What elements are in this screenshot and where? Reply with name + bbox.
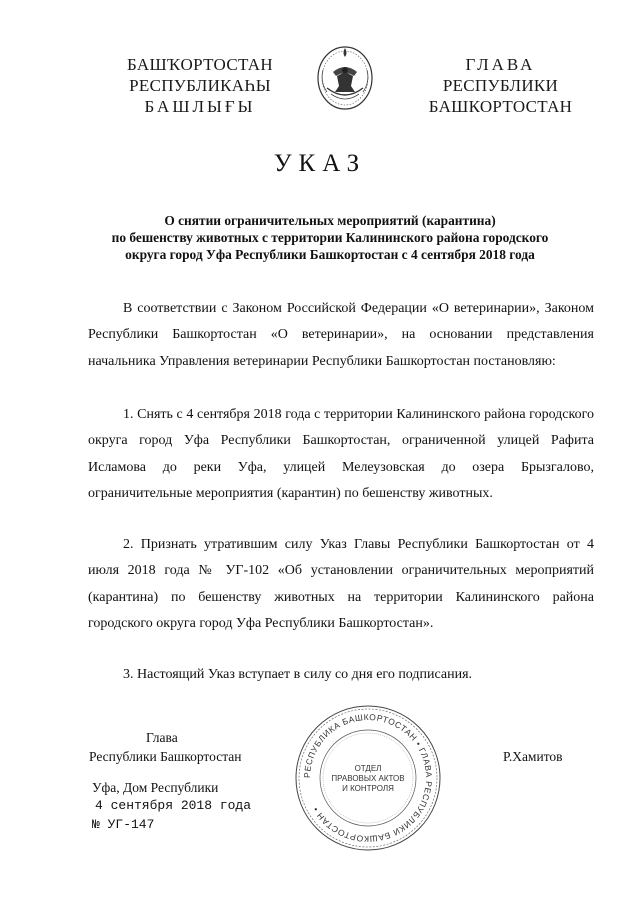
document-subject — [80, 212, 580, 263]
header-right-line-3: БАШКОРТОСТАН — [428, 97, 573, 116]
paragraph-item-2 — [88, 532, 594, 637]
paragraph-item-1-text: 1. Снять с 4 сентября 2018 года с территории Калининского района городского округа город Уфа Республики Башкортостан, ограниченной улицей Рафита Исламова до реки Уфа, улицей Мелеузовская до озера Брызгалово, ограничительные мероприятия (карантин) по бешенству животных. — [88, 407, 594, 501]
paragraph-item-3-text: 3. Настоящий Указ вступает в силу со дня его подписания. — [123, 667, 473, 682]
header-left-block — [110, 54, 290, 117]
subject-line-2: по бешенству животных с территории Калининского района городского — [111, 230, 549, 245]
coat-of-arms-icon — [313, 40, 377, 112]
paragraph-item-2-text: 2. Признать утратившим силу Указ Главы Республики Башкортостан от 4 июля 2018 года № УГ-102 «Об установлении ограничительных мероприятий (карантина) по бешенству животных на территории Калининского района городского округа город Уфа Республики Башкортостан». — [88, 537, 594, 631]
paragraph-preamble — [88, 296, 594, 375]
signatory-name: Р.Хамитов — [503, 749, 563, 764]
header-left-line-3: БАШЛЫҒЫ — [144, 97, 256, 116]
paragraph-item-1 — [88, 402, 594, 507]
header-left-line-1: БАШҠОРТОСТАН — [127, 55, 273, 74]
header-left-line-2: РЕСПУБЛИКАҺЫ — [129, 76, 271, 95]
issue-date: 4 сентября 2018 года — [95, 798, 252, 813]
official-seal-stamp — [292, 702, 444, 854]
issue-place: Уфа, Дом Республики — [92, 780, 219, 795]
paragraph-item-3 — [88, 662, 594, 688]
seal-center-line-3: И КОНТРОЛЯ — [342, 784, 394, 793]
header-right-block — [418, 54, 583, 117]
signatory-title-line-2: Республики Башкортостан — [89, 749, 242, 764]
header-right-line-1: ГЛАВА — [465, 55, 536, 74]
document-title: УКАЗ — [273, 150, 367, 177]
paragraph-preamble-text: В соответствии с Законом Российской Федерации «О ветеринарии», Законом Республики Башкортостан «О ветеринарии», на основании представления начальника Управления ветеринарии Республики Башкортостан постановляю: — [88, 301, 594, 369]
seal-ring-text: РЕСПУБЛИКА БАШКОРТОСТАН • ГЛАВА РЕСПУБЛИКИ БАШКОРТОСТАН • — [301, 711, 435, 845]
signatory-title-line-1: Глава — [146, 730, 178, 745]
decree-number: № УГ-147 — [92, 817, 155, 832]
subject-line-3: округа город Уфа Республики Башкортостан с 4 сентября 2018 года — [125, 247, 535, 262]
seal-center-line-2: ПРАВОВЫХ АКТОВ — [331, 774, 405, 783]
header-right-line-2: РЕСПУБЛИКИ — [442, 76, 559, 95]
seal-center-line-1: ОТДЕЛ — [354, 764, 382, 773]
subject-line-1: О снятии ограничительных мероприятий (карантина) — [164, 213, 496, 228]
